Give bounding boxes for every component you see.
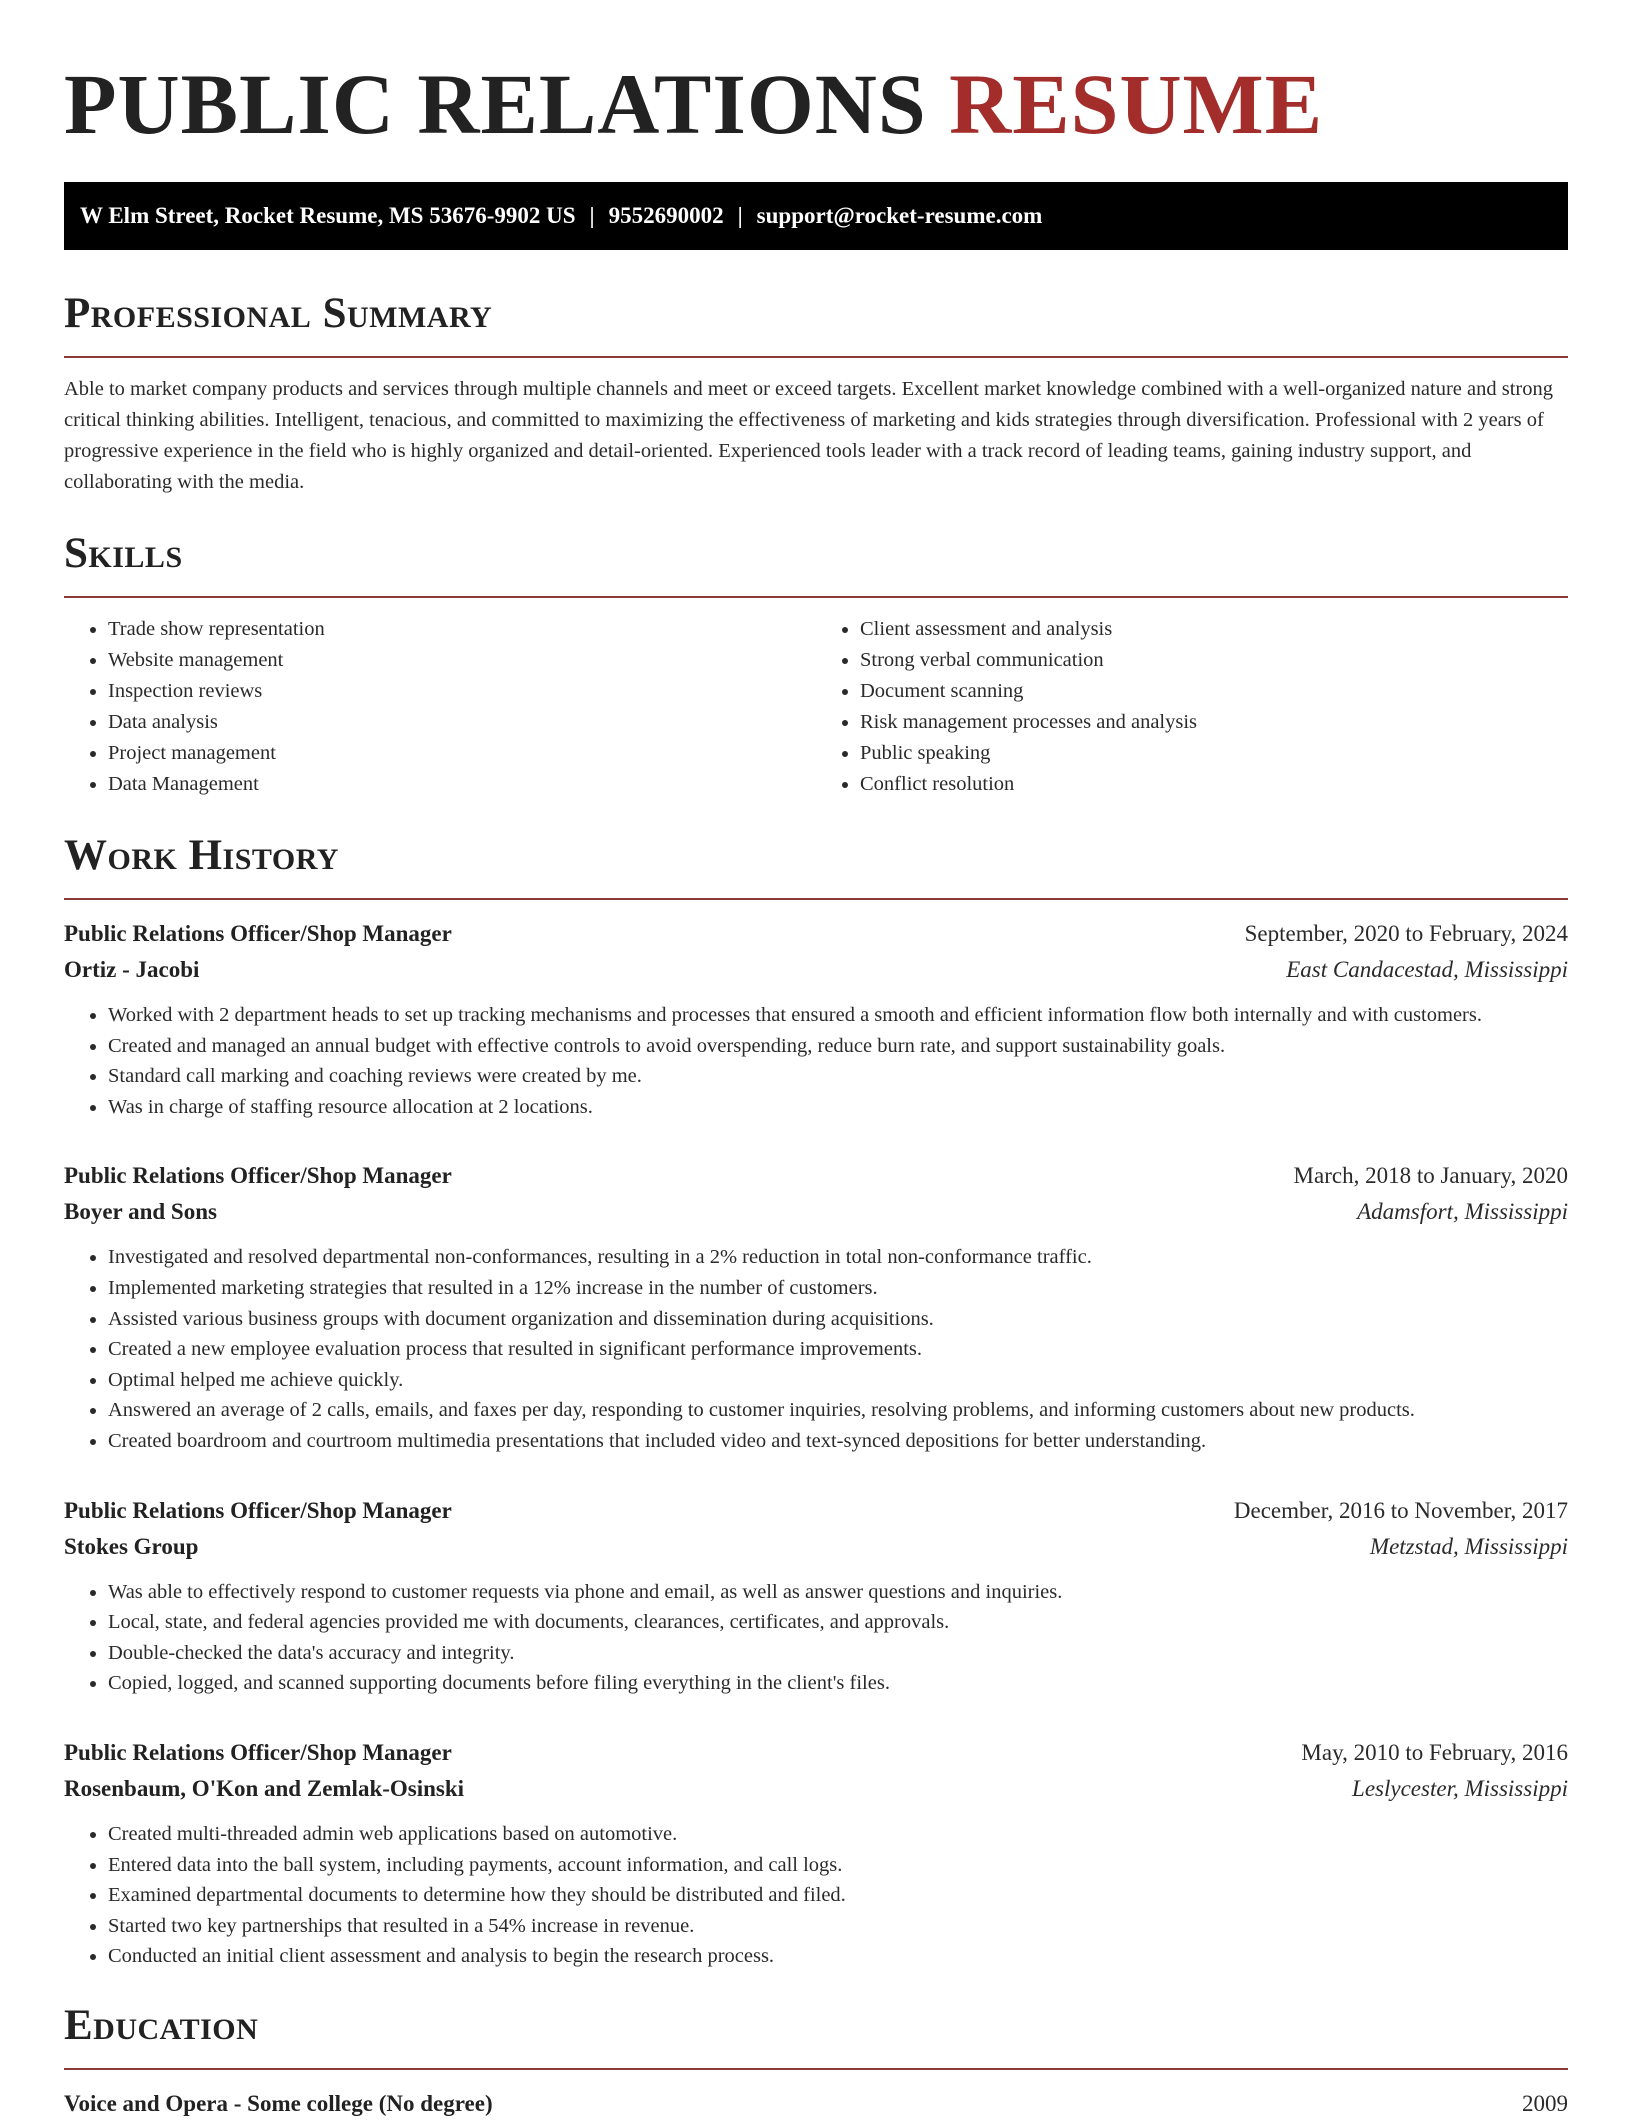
skill-item: • Data analysis <box>108 707 816 738</box>
job-company-row <box>64 1194 1568 1230</box>
title-main: PUBLIC RELATIONS <box>64 56 927 152</box>
skills-column-left <box>64 614 816 800</box>
skill-item: • Project management <box>108 738 816 769</box>
education-degree: Voice and Opera - Some college (No degree) <box>64 2090 493 2116</box>
contact-email: support@rocket-resume.com <box>756 203 1043 228</box>
job-location: Leslycester, Mississippi <box>1352 1775 1568 1801</box>
job-entry <box>64 1493 1568 1699</box>
summary-heading: Professional Summary <box>64 290 493 337</box>
job-bullets <box>64 1242 1568 1456</box>
skill-item: • Strong verbal communication <box>860 645 1568 676</box>
contact-separator: | <box>737 203 743 228</box>
job-bullet: • Was in charge of staffing resource allocation at 2 locations. <box>108 1092 1568 1123</box>
education-year: 2009 <box>1522 2090 1568 2116</box>
job-location: Adamsfort, Mississippi <box>1357 1199 1568 1225</box>
job-title-row <box>64 1735 1568 1771</box>
job-bullet: • Assisted various business groups with document organization and dissemination during acquisitions. <box>108 1304 1568 1335</box>
job-bullet: • Created multi-threaded admin web applications based on automotive. <box>108 1819 1568 1850</box>
job-dates: September, 2020 to February, 2024 <box>1244 921 1568 946</box>
contact-phone: 9552690002 <box>608 203 724 228</box>
skills-heading: Skills <box>64 530 183 577</box>
skills-section <box>64 526 1568 800</box>
job-bullet: • Created boardroom and courtroom multimedia presentations that included video and text-synced depositions for better understanding. <box>108 1426 1568 1457</box>
contact-separator: | <box>589 203 595 228</box>
job-title: Public Relations Officer/Shop Manager <box>64 1497 452 1523</box>
skill-item: • Data Management <box>108 769 816 800</box>
skill-item: • Conflict resolution <box>860 769 1568 800</box>
summary-section <box>64 286 1568 498</box>
contact-bar <box>64 182 1568 250</box>
section-divider <box>64 356 1568 358</box>
skills-list <box>64 614 1568 800</box>
job-bullet: • Conducted an initial client assessment and analysis to begin the research process. <box>108 1941 1568 1972</box>
job-bullet: • Investigated and resolved departmental non-conformances, resulting in a 2% reduction in total non-conformance traffic. <box>108 1242 1568 1273</box>
skills-column-right <box>816 614 1568 800</box>
job-bullet: • Created a new employee evaluation process that resulted in significant performance improvements. <box>108 1334 1568 1365</box>
contact-address: W Elm Street, Rocket Resume, MS 53676-9902 US <box>80 203 576 228</box>
skill-item: • Trade show representation <box>108 614 816 645</box>
job-company-row <box>64 1529 1568 1565</box>
job-bullets <box>64 1819 1568 1972</box>
job-bullet: • Started two key partnerships that resulted in a 54% increase in revenue. <box>108 1911 1568 1942</box>
job-bullet: • Local, state, and federal agencies provided me with documents, clearances, certificates, and approvals. <box>108 1607 1568 1638</box>
job-bullet: • Double-checked the data's accuracy and integrity. <box>108 1638 1568 1669</box>
job-title-row <box>64 1493 1568 1529</box>
job-bullets <box>64 1000 1568 1122</box>
skill-item: • Client assessment and analysis <box>860 614 1568 645</box>
skill-item: • Risk management processes and analysis <box>860 707 1568 738</box>
section-divider <box>64 2068 1568 2070</box>
job-bullet: • Examined departmental documents to determine how they should be distributed and filed. <box>108 1880 1568 1911</box>
job-title: Public Relations Officer/Shop Manager <box>64 1739 452 1765</box>
job-bullet: • Entered data into the ball system, including payments, account information, and call logs. <box>108 1850 1568 1881</box>
job-bullet: • Answered an average of 2 calls, emails, and faxes per day, responding to customer inquiries, resolving problems, and informing customers about new products. <box>108 1395 1568 1426</box>
job-company: Stokes Group <box>64 1533 199 1559</box>
job-bullet: • Worked with 2 department heads to set up tracking mechanisms and processes that ensured a smooth and efficient information flow both internally and with customers. <box>108 1000 1568 1031</box>
section-divider <box>64 898 1568 900</box>
job-title: Public Relations Officer/Shop Manager <box>64 921 452 946</box>
job-title-row <box>64 916 1568 952</box>
job-entry <box>64 1735 1568 1972</box>
job-company: Boyer and Sons <box>64 1199 217 1225</box>
skill-item: • Website management <box>108 645 816 676</box>
skill-item: • Document scanning <box>860 676 1568 707</box>
job-bullet: • Copied, logged, and scanned supporting documents before filing everything in the client's files. <box>108 1668 1568 1699</box>
section-divider <box>64 596 1568 598</box>
job-entry <box>64 916 1568 1122</box>
job-location: Metzstad, Mississippi <box>1369 1533 1568 1559</box>
resume-title <box>64 56 1568 152</box>
title-accent: RESUME <box>949 56 1324 152</box>
job-bullet: • Was able to effectively respond to customer requests via phone and email, as well as answer questions and inquiries. <box>108 1577 1568 1608</box>
skill-item: • Public speaking <box>860 738 1568 769</box>
job-bullets <box>64 1577 1568 1699</box>
job-entry <box>64 1158 1568 1456</box>
job-bullet: • Optimal helped me achieve quickly. <box>108 1365 1568 1396</box>
job-company-row <box>64 1771 1568 1807</box>
summary-text: Able to market company products and services through multiple channels and meet or exceed targets. Excellent market knowledge combined with a well-organized nature and strong critical thinking abilities. Intelligent, tenacious, and committed to maximizing the effectiveness of marketing and kids strategies through diversification. Professional with 2 years of progressive experience in the field who is highly organized and detail-oriented. Experienced tools leader with a track record of leading teams, gaining industry support, and collaborating with the media. <box>64 378 1553 493</box>
job-company: Ortiz - Jacobi <box>64 957 200 982</box>
education-heading: Education <box>64 2001 259 2049</box>
job-dates: March, 2018 to January, 2020 <box>1293 1163 1568 1189</box>
job-dates: May, 2010 to February, 2016 <box>1301 1739 1568 1765</box>
job-company: Rosenbaum, O'Kon and Zemlak-Osinski <box>64 1775 465 1801</box>
work-history-heading: Work History <box>64 832 339 879</box>
job-bullet: • Standard call marking and coaching reviews were created by me. <box>108 1061 1568 1092</box>
job-company-row <box>64 952 1568 988</box>
job-title: Public Relations Officer/Shop Manager <box>64 1163 452 1189</box>
job-location: East Candacestad, Mississippi <box>1286 957 1568 982</box>
job-dates: December, 2016 to November, 2017 <box>1233 1497 1568 1523</box>
education-section <box>64 1998 1568 2122</box>
job-title-row <box>64 1158 1568 1194</box>
work-history-section <box>64 828 1568 1972</box>
education-entry <box>64 2086 1568 2122</box>
job-bullet: • Implemented marketing strategies that resulted in a 12% increase in the number of customers. <box>108 1273 1568 1304</box>
skill-item: • Inspection reviews <box>108 676 816 707</box>
job-bullet: • Created and managed an annual budget with effective controls to avoid overspending, reduce burn rate, and support sustainability goals. <box>108 1031 1568 1062</box>
